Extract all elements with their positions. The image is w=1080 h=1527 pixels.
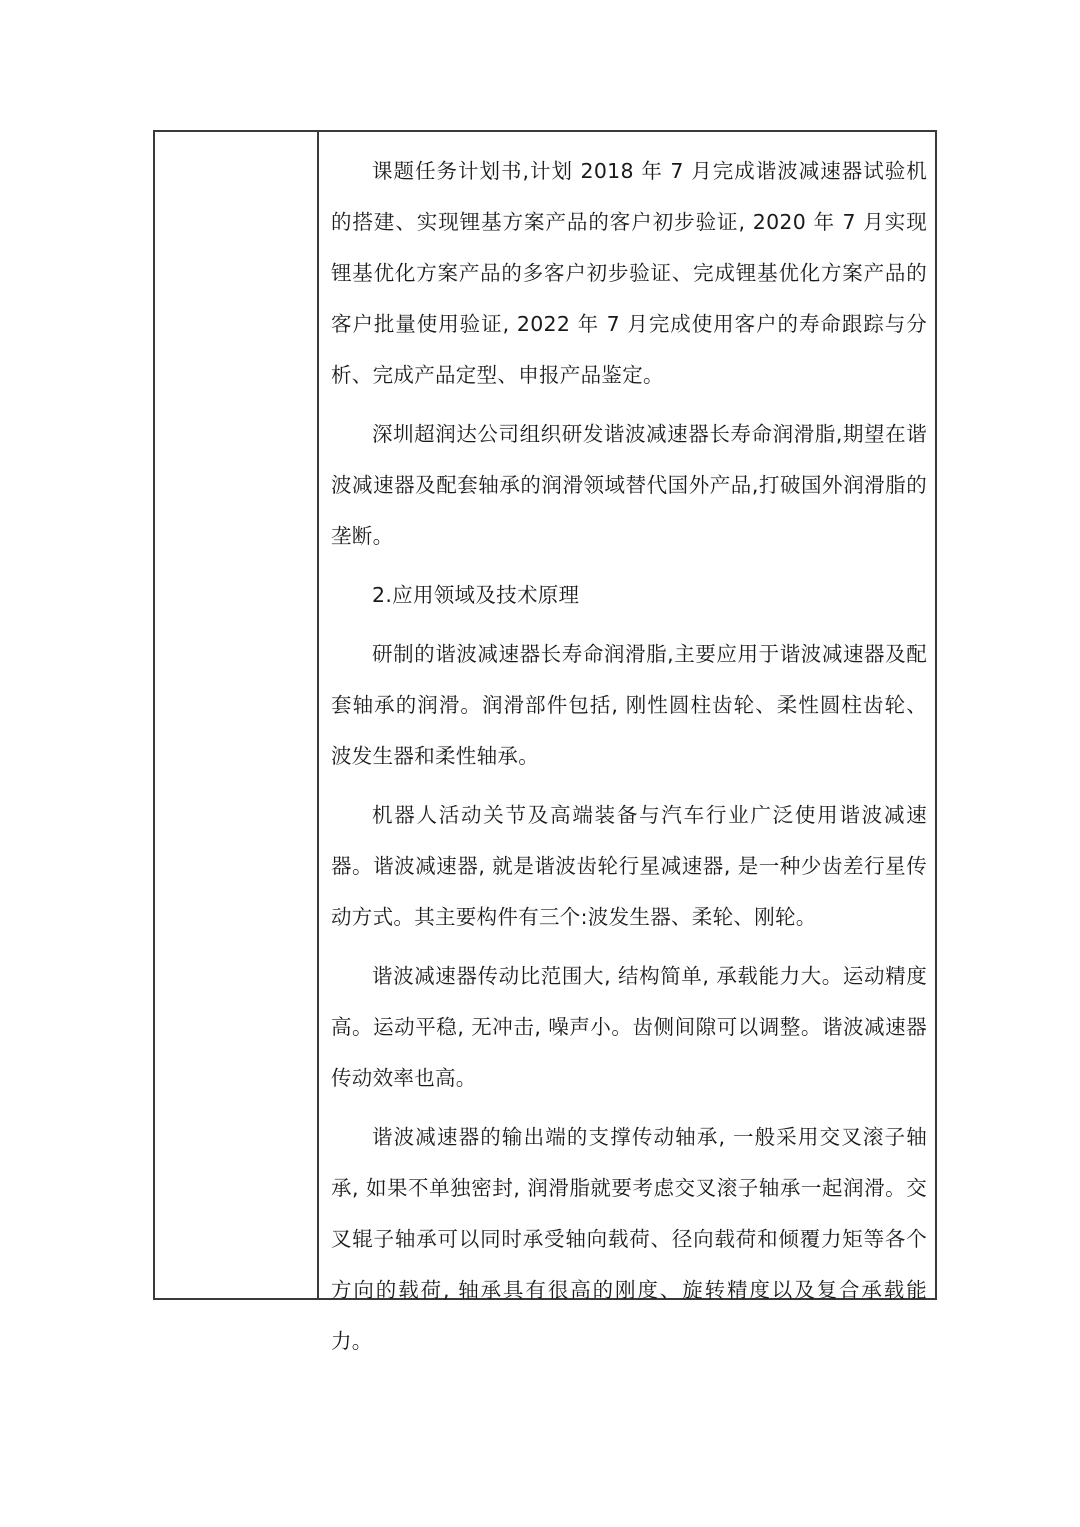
paragraph-task-plan: 课题任务计划书,计划 2018 年 7 月完成谐波减速器试验机的搭建、实现锂基方案产品的客户初步验证, 2020 年 7 月实现锂基优化方案产品的多客户初步验证、完成锂基优化方案产品的客户批量使用验证, 2022 年 7 月完成使用客户的寿命跟踪与分析、完成产品定型、申报产品鉴定。 — [331, 159, 927, 387]
paragraph-robot-joints: 机器人活动关节及高端装备与汽车行业广泛使用谐波减速器。谐波减速器, 就是谐波齿轮行星减速器, 是一种少齿差行星传动方式。其主要构件有三个:波发生器、柔轮、刚轮。 — [331, 803, 927, 929]
table-label-cell — [155, 132, 319, 1298]
content-table — [153, 130, 937, 1353]
paragraph-bearings: 谐波减速器的输出端的支撑传动轴承, 一般采用交叉滚子轴承, 如果不单独密封, 润滑脂就要考虑交叉滚子轴承一起润滑。交叉辊子轴承可以同时承受轴向载荷、径向载荷和倾覆力矩等各个方向的载荷, 轴承具有很高的刚度、旋转精度以及复合承载能力。 — [331, 1125, 927, 1353]
section-heading: 2.应用领域及技术原理 — [372, 583, 580, 607]
paragraph-company-goal: 深圳超润达公司组织研发谐波减速器长寿命润滑脂,期望在谐波减速器及配套轴承的润滑领域替代国外产品,打破国外润滑脂的垄断。 — [331, 422, 927, 548]
table-content-cell — [321, 132, 935, 1353]
paragraph-application: 研制的谐波减速器长寿命润滑脂,主要应用于谐波减速器及配套轴承的润滑。润滑部件包括, 刚性圆柱齿轮、柔性圆柱齿轮、波发生器和柔性轴承。 — [331, 642, 927, 768]
paragraph-advantages: 谐波减速器传动比范围大, 结构简单, 承载能力大。运动精度高。运动平稳, 无冲击, 噪声小。齿侧间隙可以调整。谐波减速器传动效率也高。 — [331, 964, 927, 1090]
